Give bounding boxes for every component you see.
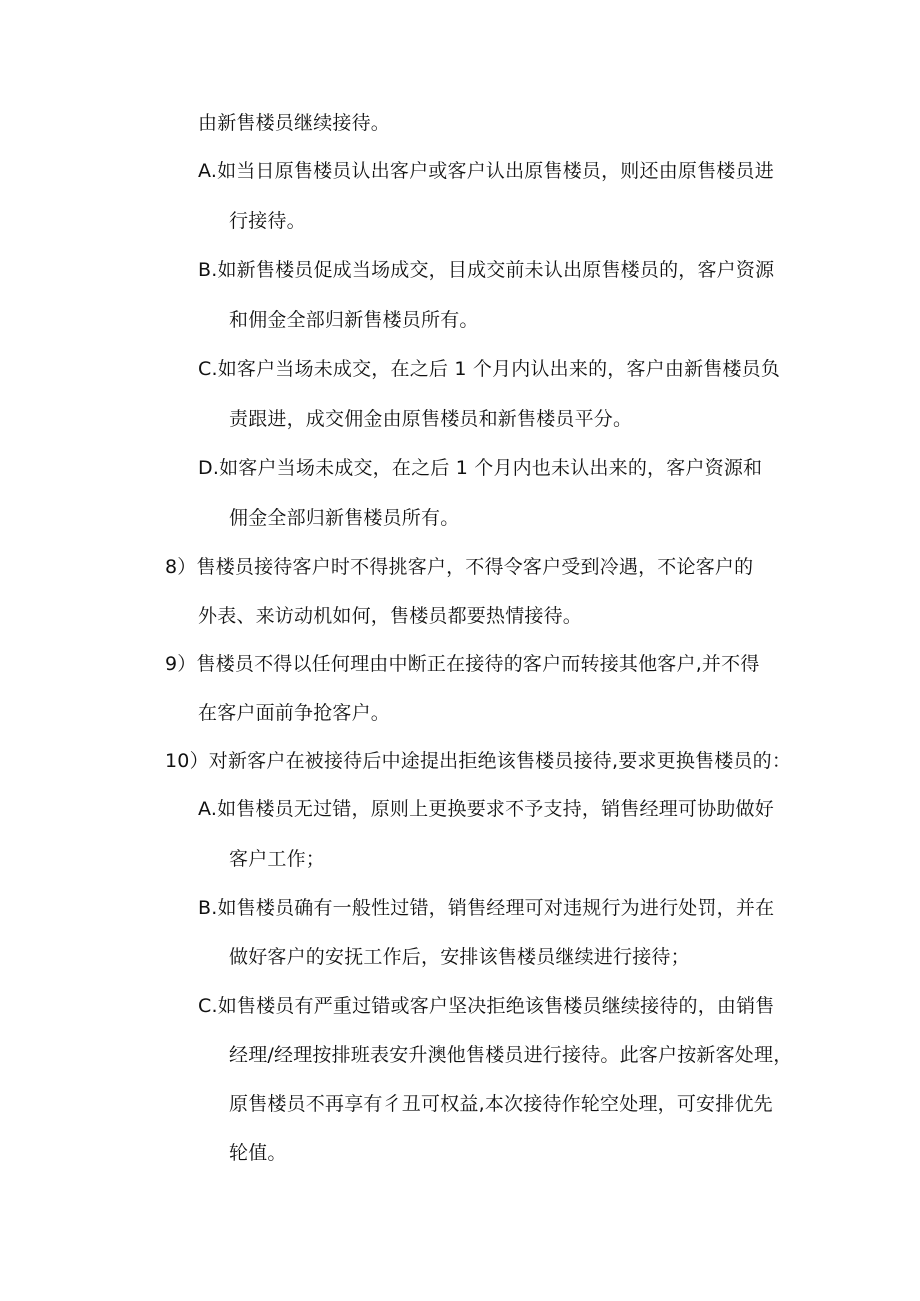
text-line: 佣金全部归新售楼员所有。 [229, 507, 460, 529]
text-line: 行接待。 [229, 210, 306, 232]
text-line: 10）对新客户在被接待后中途提出拒绝该售楼员接待,要求更换售楼员的： [165, 750, 792, 772]
text-line: 外表、来访动机如何，售楼员都要热情接待。 [198, 605, 583, 627]
text-line: 客户工作； [229, 848, 326, 870]
text-line: 由新售楼员继续接待。 [198, 112, 391, 134]
text-line: 8）售楼员接待客户时不得挑客户，不得令客户受到冷遇，不论客户的 [165, 556, 754, 578]
text-line: 轮值。 [229, 1142, 287, 1164]
text-line: B.如售楼员确有一般性过错，销售经理可对违规行为进行处罚，并在 [198, 897, 775, 919]
text-line: A.如当日原售楼员认出客户或客户认出原售楼员，则还由原售楼员进 [198, 160, 774, 182]
text-line: 责跟进，成交佣金由原售楼员和新售楼员平分。 [229, 408, 633, 430]
text-line: 做好客户的安抚工作后，安排该售楼员继续进行接待； [229, 946, 690, 968]
text-line: D.如客户当场未成交，在之后 1 个月内也未认出来的，客户资源和 [198, 457, 763, 479]
text-line: 经理/经理按排班表安升澳他售楼员进行接待。此客户按新客处理， [229, 1044, 793, 1066]
text-line: 和佣金全部归新售楼员所有。 [229, 309, 479, 331]
text-line: A.如售楼员无过错，原则上更换要求不予支持，销售经理可协助做好 [198, 798, 774, 820]
text-line: C.如客户当场未成交，在之后 1 个月内认出来的，客户由新售楼员负 [198, 358, 781, 380]
text-line: 9）售楼员不得以任何理由中断正在接待的客户而转接其他客户,并不得 [165, 653, 760, 675]
text-line: B.如新售楼员促成当场成交，目成交前未认出原售楼员的，客户资源 [198, 259, 775, 281]
text-line: C.如售楼员有严重过错或客户坚决拒绝该售楼员继续接待的，由销售 [198, 995, 775, 1017]
text-line: 在客户面前争抢客户。 [198, 702, 391, 724]
text-line: 原售楼员不再享有彳丑可权益,本次接待作轮空处理，可安排优先 [229, 1093, 773, 1115]
